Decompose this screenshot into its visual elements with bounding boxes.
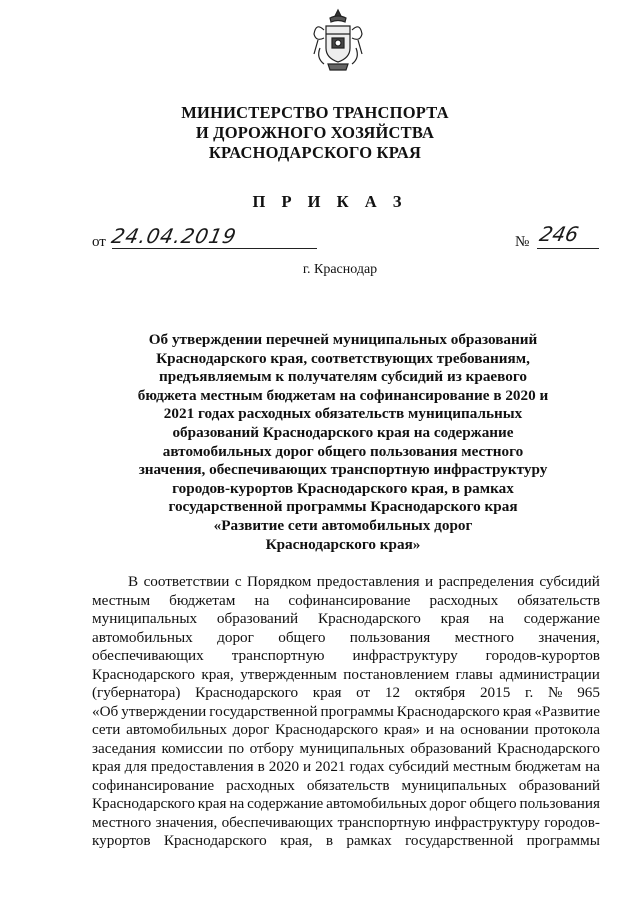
body-word: дорог [217, 628, 254, 646]
body-word: утверждении [121, 702, 207, 720]
body-word: 2015 [479, 684, 511, 701]
body-word: сети [92, 721, 121, 738]
body-word: на [439, 721, 455, 738]
body-paragraph [92, 573, 600, 851]
body-word: Краснодарского [396, 702, 500, 720]
body-line [92, 666, 600, 685]
body-word: в [325, 832, 334, 849]
coat-of-arms-icon [310, 8, 366, 74]
body-word: местным [452, 758, 511, 775]
body-word: инфраструктуру [434, 813, 540, 831]
body-word: субсидий [539, 573, 600, 590]
body-word: № [548, 684, 563, 701]
body-word: на [254, 591, 270, 609]
body-word: общего [278, 628, 326, 646]
subject-line: бюджета местным бюджетам на софинансирование в 2020 и [137, 386, 549, 404]
body-word: автомобильных [92, 628, 193, 646]
body-line [92, 721, 600, 740]
date-underline [112, 248, 317, 249]
body-word: образований [216, 610, 299, 627]
body-word: городов-курортов [485, 647, 600, 664]
body-word: государственной [209, 702, 318, 720]
ministry-line: И ДОРОЖНОГО ХОЗЯЙСТВА [195, 123, 435, 142]
body-word: значения, [155, 813, 218, 831]
body-word: В [128, 573, 139, 590]
body-word: на [229, 795, 245, 812]
number-underline [537, 248, 599, 249]
subject-line: 2021 годах расходных обязательств муниципальных [163, 405, 523, 423]
body-word: бюджетам [169, 591, 236, 609]
body-word: распределения [438, 573, 534, 590]
body-word: края [312, 684, 342, 701]
body-word: на [585, 758, 600, 775]
body-word: постановлением [343, 665, 450, 683]
body-word: заседания [92, 739, 156, 757]
body-word: рамках [346, 832, 392, 849]
body-word: обеспечивающих [92, 647, 204, 664]
ministry-line: МИНИСТЕРСТВО ТРАНСПОРТА [181, 103, 449, 122]
body-word: расходных [226, 776, 295, 794]
body-word: Краснодарского [275, 721, 379, 738]
body-word: пользования [519, 795, 600, 812]
subject-line: государственной программы Краснодарского края [168, 498, 518, 516]
body-word: края, [280, 832, 313, 849]
body-word: муниципальных [401, 776, 507, 794]
body-word: местного [454, 628, 514, 646]
body-word: предоставления [150, 758, 254, 775]
body-word: бюджетам [514, 758, 582, 775]
body-word: края [502, 702, 532, 720]
body-word: г. [525, 684, 534, 701]
body-word: края, [201, 665, 234, 683]
body-word: государственной [405, 832, 514, 849]
body-line [92, 629, 600, 648]
body-word: содержание [523, 610, 600, 627]
body-word: местным [92, 591, 151, 609]
subject-line: «Развитие сети автомобильных дорог [213, 516, 473, 534]
subject-line: городов-курортов Краснодарского края, в рамках [172, 479, 514, 497]
body-word: пользования [349, 628, 431, 646]
body-word: расходных [429, 591, 499, 609]
body-line [92, 758, 600, 777]
body-word: Краснодарского [163, 832, 267, 849]
body-word: дорог [429, 795, 467, 812]
body-word: и [425, 721, 434, 738]
body-word: софинансирование [92, 776, 215, 794]
subject-line: значения, обеспечивающих транспортную инфраструктуру [138, 461, 548, 479]
subject-line: автомобильных дорог общего пользования местного [162, 442, 524, 460]
body-word: «Об [92, 702, 119, 720]
body-line [92, 832, 600, 851]
body-word: 2021 [315, 758, 346, 775]
body-word: обязательств [517, 591, 600, 609]
order-subject [0, 331, 630, 554]
body-word: Краснодарского [195, 684, 299, 701]
body-word: годах [349, 758, 385, 775]
body-word: транспортную [231, 647, 325, 664]
body-word: администрации [499, 665, 600, 683]
date-prefix: от [92, 234, 106, 250]
body-word: комиссии [161, 739, 223, 757]
subject-line: Краснодарского края» [265, 535, 421, 553]
body-line [92, 610, 600, 629]
body-word: отбору [249, 739, 294, 757]
subject-line: Об утверждении перечней муниципальных образований [148, 331, 538, 348]
body-word: инфраструктуру [352, 647, 458, 664]
body-word: края [440, 610, 470, 627]
body-word: муниципальных [299, 739, 405, 757]
handwritten-number: 246 [537, 222, 581, 246]
body-word: с [234, 573, 242, 590]
body-word: Краснодарского [497, 739, 600, 757]
body-line [92, 592, 600, 611]
handwritten-date: 24.04.2019 [109, 224, 240, 248]
body-word: общего [469, 795, 517, 812]
body-word: октября [414, 684, 466, 701]
body-word: Краснодарского [317, 610, 421, 627]
subject-line: предъявляемым к получателям субсидий из краевого [159, 368, 527, 386]
body-word: основании [460, 721, 529, 738]
ministry-name [0, 103, 630, 163]
body-word: значения, [538, 628, 600, 646]
body-word: муниципальных [92, 610, 198, 627]
body-word: края» [383, 721, 421, 738]
body-word: от [356, 684, 371, 701]
body-word: Порядком [246, 573, 312, 590]
body-word: содержание [247, 795, 324, 812]
ministry-line: КРАСНОДАРСКОГО КРАЯ [208, 143, 422, 162]
number-prefix: № [515, 234, 530, 250]
body-word: утвержденным [240, 665, 337, 683]
subject-line: образований Краснодарского края на содержание [172, 423, 514, 441]
body-line [92, 795, 600, 814]
body-word: и [425, 573, 434, 590]
body-line [92, 814, 600, 833]
body-word: по [228, 739, 245, 757]
body-word: автомобильных [326, 795, 427, 812]
body-word: главы [455, 665, 493, 683]
body-word: протокола [534, 721, 600, 738]
body-word: образований [518, 776, 600, 794]
subject-line: Краснодарского края, соответствующих требованиям, [156, 349, 530, 367]
body-word: соответствии [143, 573, 230, 590]
order-title: П Р И К А З [252, 192, 408, 211]
body-line [92, 703, 600, 722]
body-word: и [303, 758, 312, 775]
body-word: софинансирование [288, 591, 411, 609]
body-word: на [489, 610, 504, 627]
body-word: Краснодарского [92, 795, 195, 812]
body-word: местного [92, 813, 152, 831]
body-word: автомобильных [126, 721, 227, 738]
body-word: (губернатора) [92, 684, 181, 701]
body-word: транспортную [337, 813, 431, 831]
body-word: обязательств [306, 776, 390, 794]
body-word: в [257, 758, 265, 775]
body-word: 965 [577, 684, 600, 701]
body-word: курортов [92, 832, 151, 849]
body-word: программы [526, 832, 600, 849]
body-word: «Развитие [534, 702, 600, 720]
body-word: обеспечивающих [221, 813, 334, 831]
body-line [92, 777, 600, 796]
city-label: г. Краснодар [302, 262, 378, 277]
body-word: 2020 [268, 758, 300, 775]
body-word: субсидий [388, 758, 449, 775]
body-line [92, 573, 600, 592]
body-word: 12 [384, 684, 401, 701]
body-word: предоставления [316, 573, 420, 590]
body-line [92, 740, 600, 759]
body-word: дорог [232, 721, 270, 738]
body-word: Краснодарского [92, 665, 195, 683]
body-word: городов- [544, 813, 600, 831]
body-word: края [92, 758, 121, 775]
body-word: края [197, 795, 227, 812]
body-word: для [124, 758, 147, 775]
date-number-line [92, 222, 592, 252]
body-line [92, 647, 600, 666]
body-line [92, 684, 600, 703]
body-word: образований [410, 739, 492, 757]
body-word: программы [320, 702, 394, 720]
